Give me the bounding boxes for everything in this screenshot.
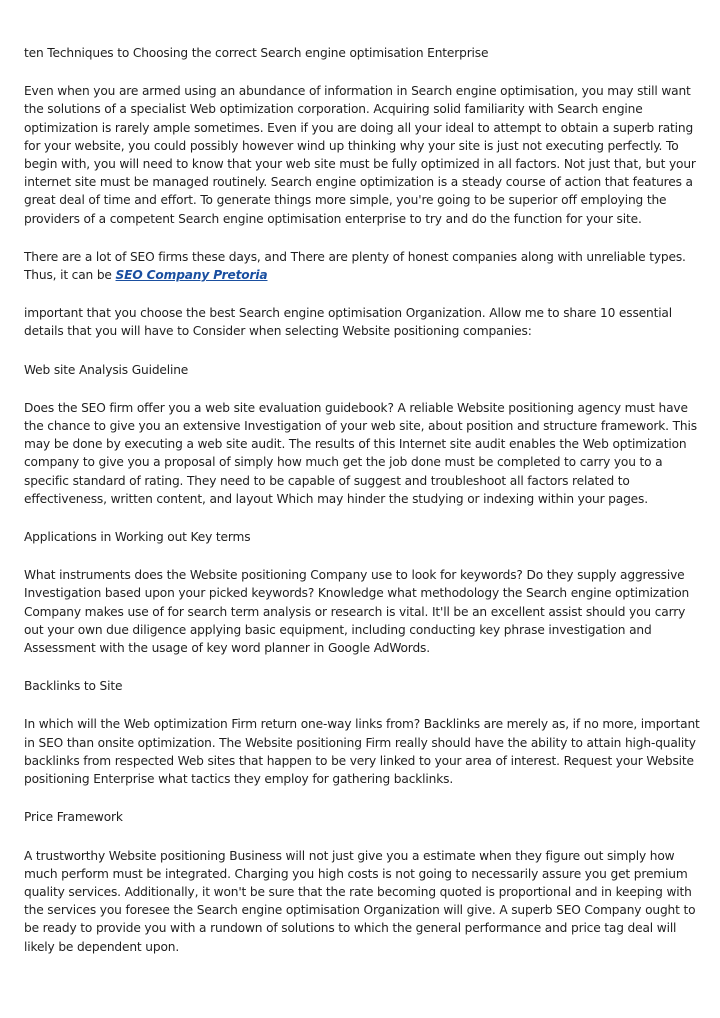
document-page	[24, 44, 700, 976]
section-body-analysis: Does the SEO firm offer you a web site evaluation guidebook? A reliable Website positioning agency must have the chance to give you an extensive Investigation of your web site, about position and structure framework. This may be done by executing a web site audit. The results of this Internet site audit enables the Web optimization company to give you a proposal of simply how much get the job done must be completed to carry you to a specific standard of rating. They need to be capable of suggest and troubleshoot all factors related to effectiveness, written content, and layout Which may hinder the studying or indexing within your pages.	[24, 400, 697, 506]
firms-continuation-paragraph: important that you choose the best Search engine optimisation Organization. Allow me to share 10 essential details that you will have to Consider when selecting Website positioning companies:	[24, 306, 672, 339]
document-title: ten Techniques to Choosing the correct Search engine optimisation Enterprise	[24, 46, 489, 60]
section-heading-backlinks: Backlinks to Site	[24, 679, 123, 694]
section-body-keywords: What instruments does the Website positioning Company use to look for keywords? Do they supply aggressive Investigation based upon your picked keywords? Knowledge what methodology the Search engine optimization Company makes use of for search term analysis or research is vital. It'll be an excellent assist should you carry out your own due diligence applying basic equipment, including conducting key phrase investigation and Assessment with the usage of key word planner in Google AdWords.	[24, 568, 690, 656]
section-body-price: A trustworthy Website positioning Business will not just give you a estimate when they figure out simply how much perform must be integrated. Charging you high costs is not going to necessarily assure you get premium quality services. Additionally, it won't be sure that the rate becoming quoted is proportional and in keeping with the services you foresee the Search engine optimisation Organization will give. A superb SEO Company ought to be ready to provide you with a rundown of solutions to which the general performance and price tag deal will likely be dependent upon.	[24, 848, 696, 954]
firms-text-before-link: There are a lot of SEO firms these days, and There are plenty of honest companies along with unreliable types. Thus, it can be	[24, 249, 686, 283]
section-heading-analysis: Web site Analysis Guideline	[24, 362, 189, 377]
firms-paragraph	[24, 248, 700, 284]
intro-paragraph: Even when you are armed using an abundance of information in Search engine optimisation, you may still want the solutions of a specialist Web optimization corporation. Acquiring solid familiarity with Search engine optimization is rarely ample sometimes. Even if you are doing all your ideal to attempt to obtain a superb rating for your website, you could possibly however wind up thinking why your site is just not executing perfectly. To begin with, you will need to know that your web site must be fully optimized in all factors. Not just that, but your internet site must be managed routinely. Search engine optimization is a steady course of action that features a great deal of time and effort. To generate things more simple, you're going to be superior off employing the providers of a competent Search engine optimisation enterprise to try and do the function for your site.	[24, 84, 696, 226]
section-body-backlinks: In which will the Web optimization Firm return one-way links from? Backlinks are merely as, if no more, important in SEO than onsite optimization. The Website positioning Firm really should have the ability to attain high-quality backlinks from respected Web sites that happen to be very linked to your area of interest. Request your Website positioning Enterprise what tactics they employ for gathering backlinks.	[24, 717, 700, 787]
section-heading-price: Price Framework	[24, 810, 123, 825]
seo-company-pretoria-link[interactable]: SEO Company Pretoria	[115, 268, 268, 283]
section-heading-keywords: Applications in Working out Key terms	[24, 530, 251, 545]
